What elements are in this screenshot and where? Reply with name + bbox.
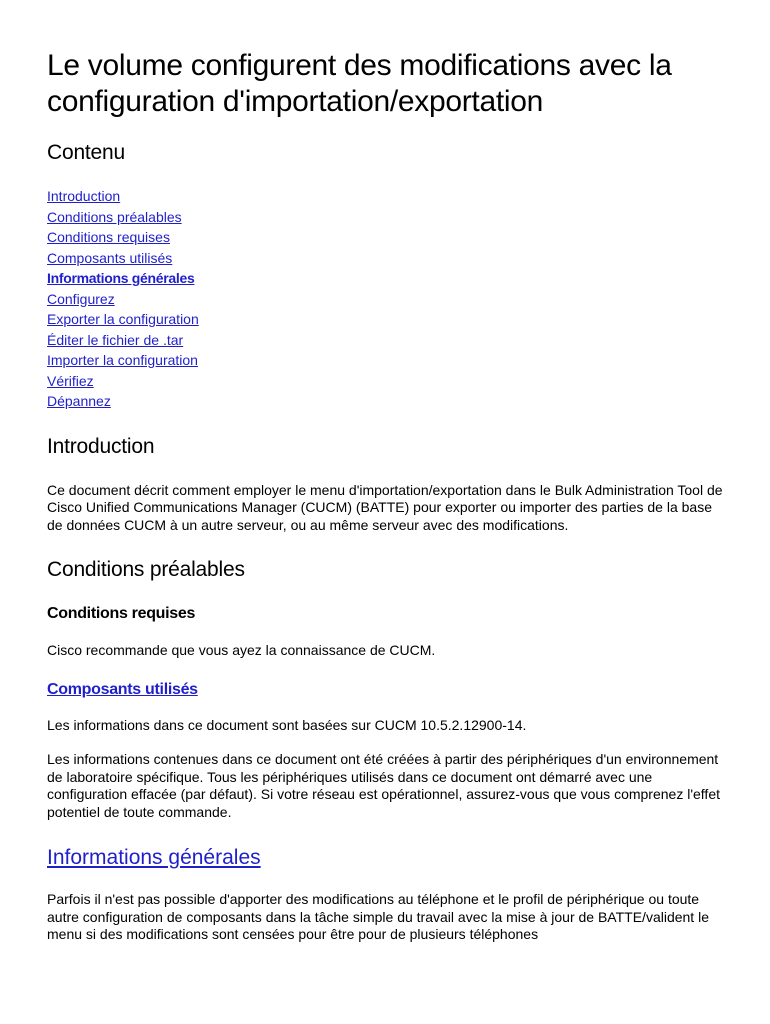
introduction-text: Ce document décrit comment employer le menu d'importation/exportation dans le Bulk Administration Tool de Cisco Unified Communications Manager (CUCM) (BATTE) pour exporter ou importer des parties de la base de données CUCM à un autre serveur, ou au même serveur avec des modifications. [47, 481, 723, 533]
toc-link-verify[interactable]: Vérifiez [47, 372, 94, 389]
toc-link-introduction[interactable]: Introduction [47, 188, 121, 204]
toc-link-components-used[interactable]: Composants utilisés [47, 249, 173, 266]
components-used-heading-link[interactable]: Composants utilisés [47, 680, 198, 698]
toc-link-requirements[interactable]: Conditions requises [47, 229, 170, 245]
requirements-text: Cisco recommande que vous ayez la connaissance de CUCM. [47, 642, 436, 658]
toc-link-import-configuration[interactable]: Importer la configuration [47, 352, 198, 368]
background-info-heading-link[interactable]: Informations générales [47, 846, 261, 869]
components-heading-wrapper [47, 681, 727, 699]
components-text-version: Les informations dans ce document sont basées sur CUCM 10.5.2.12900-14. [47, 716, 527, 733]
toc-link-troubleshoot[interactable]: Dépannez [47, 393, 111, 409]
page-title: Le volume configurent des modifications avec la configuration d'importation/exportation [47, 49, 672, 118]
prerequisites-heading: Conditions préalables [47, 558, 245, 581]
toc-heading: Contenu [47, 141, 125, 164]
introduction-heading: Introduction [47, 434, 155, 458]
background-text: Parfois il n'est pas possible d'apporter des modifications au téléphone et le profil de périphérique ou toute autre configuration de composants dans la tâche simple du travail avec la mise à jour de BATTE/valident le menu si des modifications sont censées pour être pour de plusieurs téléphones [47, 891, 709, 942]
toc-link-configure[interactable]: Configurez [47, 290, 115, 307]
toc-link-export-configuration[interactable]: Exporter la configuration [47, 311, 199, 327]
toc-link-prerequisites[interactable]: Conditions préalables [47, 208, 182, 225]
table-of-contents [47, 186, 727, 412]
toc-link-background-info[interactable]: Informations générales [47, 270, 195, 286]
document-page [47, 48, 727, 944]
requirements-heading: Conditions requises [47, 605, 196, 622]
components-text-lab: Les informations contenues dans ce document ont été créées à partir des périphériques d'un environnement de laboratoire spécifique. Tous les périphériques utilisés dans ce document ont démarré avec une configuration effacée (par défaut). Si votre réseau est opérationnel, assurez-vous que vous comprenez l'effet potentiel de toute commande. [47, 751, 720, 820]
toc-link-edit-tar-file[interactable]: Éditer le fichier de .tar [47, 331, 184, 348]
background-heading-wrapper [47, 846, 727, 870]
